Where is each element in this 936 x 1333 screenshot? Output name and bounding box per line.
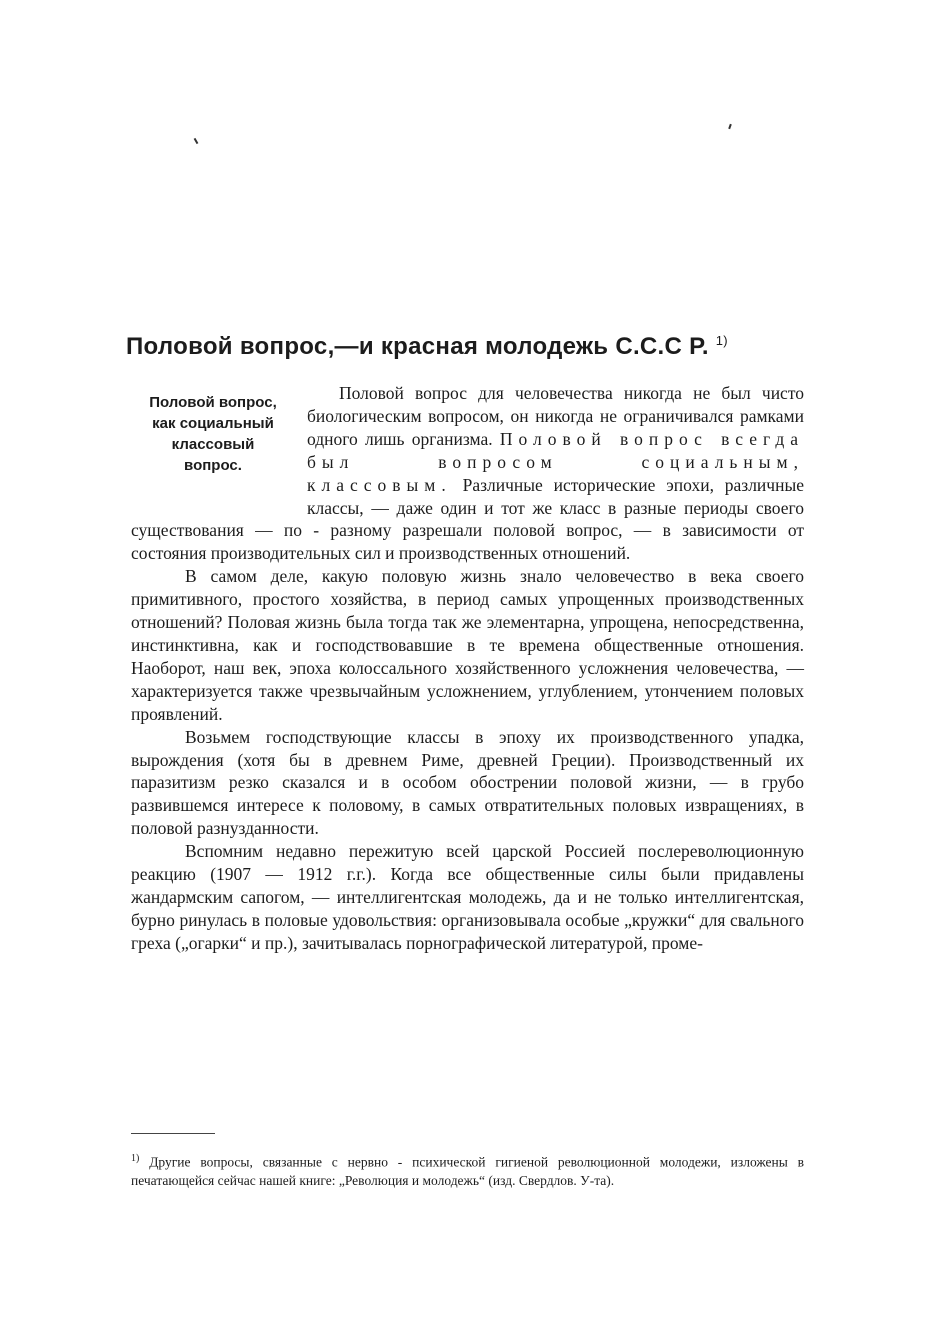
footnote-divider [131,1133,215,1134]
paragraph: В самом деле, какую половую жизнь знало человечество в века своего примитивного, простого хозяйства, в период самых упрощенных производственных отношений? Половая жизнь была тогда так же элементарна, упрощена, непосредственна, инстинктивна, как и господствовавшие в те времена общественные отношения. Наоборот, наш век, эпоха колоссального хозяйственного усложнения человечества, — характеризуется также чрезвычайным усложнением, углублением, утончением половых проявлений. [131,566,804,724]
margin-heading-line: классовый [171,436,255,453]
paragraph-rest: Различные исторические эпохи, различные классы, — даже один и тот же класс в разные периоды своего существования — по - разному разрешали половой вопрос, — в зависимости от состояния производительных сил и производственных отношений. [131,474,804,564]
scan-speck [194,138,199,144]
footnote [131,1150,804,1190]
scan-speck [728,124,732,129]
margin-heading-line: вопрос. [184,457,242,474]
paragraph: Вспомним недавно пережитую всей царской Россией послереволюционную реакцию (1907 — 1912 г.г.). Когда все общественные силы были придавлены жандармским сапогом, — интеллигентская молодежь, да и не только интеллигентская, бурно ринулась в половые удовольствия: организовывала особые „кружки“ для свального греха („огарки“ и пр.), зачитывалась порнографической литературой, проме- [131,841,804,953]
page-title [126,324,816,364]
footnote-text: Другие вопросы, связанные с нервно - психической гигиеной революционной молодежи, изложены в печатающейся сейчас нашей книге: „Революция и молодежь“ (изд. Свердлов. У-та). [131,1154,805,1188]
footnote-reference: 1) [715,333,728,348]
margin-heading [131,392,295,506]
margin-heading-line: как социальный [152,415,274,432]
emphasized-text: Половой вопрос всегда был вопросом социальным, классовым. [307,428,805,495]
title-text: Половой вопрос,—и красная молодежь С.С.С Р. [126,333,709,360]
paragraph-lead: Половой вопрос для человечества никогда не был чисто биологическим вопросом, он никогда не ограничивался рамками одного лишь организма. [307,383,804,449]
footnote-marker: 1) [131,1153,140,1164]
margin-heading-line: Половой вопрос, [149,394,277,411]
article-body [131,382,804,955]
paragraph: Возьмем господствующие классы в эпоху их производственного упадка, вырождения (хотя бы в древнем Риме, древней Греции). Производственный их паразитизм резко сказался и в особом обострении половой жизни, — в грубо развившемся интересе к половому, в самых отвратительных половых извращениях, в половой разнузданности. [131,726,804,839]
